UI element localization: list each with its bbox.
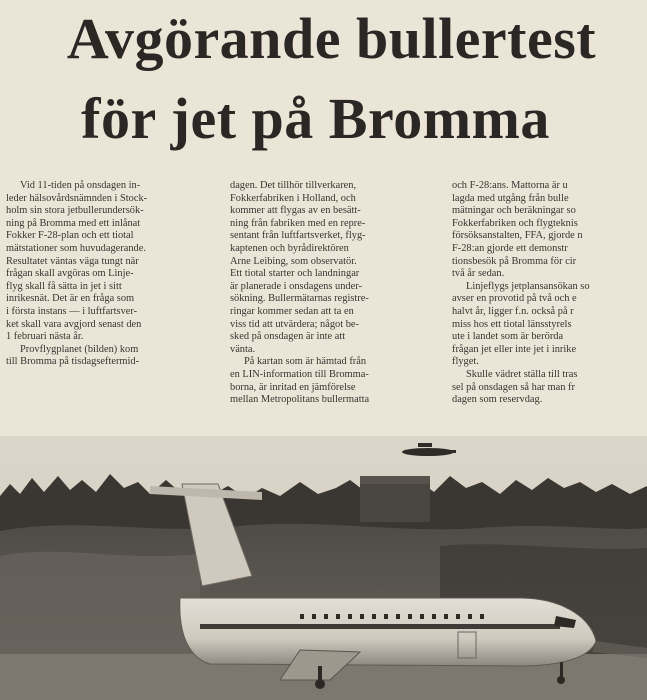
- article-line: ringar kommer sedan att ta en: [230, 305, 354, 317]
- article-column-3: [452, 180, 647, 407]
- article-line: Linjeflygs jetplansansökan so: [466, 280, 590, 292]
- article-line: en LIN-information till Bromma-: [230, 368, 369, 380]
- article-line: Vid 11-tiden på onsdagen in-: [20, 180, 141, 191]
- article-line: Ett tiotal starter och landningar: [230, 268, 360, 280]
- article-line: frågan skall avgöras om Linje-: [6, 268, 134, 280]
- article-line: är planerade i onsdagens under-: [230, 280, 362, 292]
- article-line: inrikesnät. Det är en fråga som: [6, 293, 135, 305]
- article-line: avser en provotid på två och e: [452, 293, 577, 305]
- article-line: ute i landet som är berörda: [452, 331, 564, 343]
- article-line: sel på onsdagen så har man fr: [452, 381, 575, 393]
- article-line: halvt år, ligger f.n. också på r: [452, 305, 574, 317]
- article-column-2: [230, 180, 438, 407]
- article-line: Provflygplanet (bilden) kom: [20, 343, 139, 355]
- article-line: mätningar och beräkningar so: [452, 205, 576, 217]
- article-line: flyg skall få sätta in jet i sitt: [6, 280, 122, 292]
- article-column-1: [6, 180, 214, 369]
- article-line: ning på Bromma med ett inlånat: [6, 217, 141, 229]
- article-line: holm sin stora jetbullerundersök-: [6, 205, 144, 217]
- article-line: i första instans — i luftfartsver-: [6, 305, 138, 317]
- aircraft-photo-illustration: [0, 436, 647, 700]
- article-line: sökning. Bullermätarnas registre-: [230, 293, 369, 305]
- article-line: lagda med utgång från bulle: [452, 192, 569, 204]
- article-line: miss hos ett tiotal länsstyrels: [452, 318, 572, 330]
- article-line: mellan Metropolitans bullermatta: [230, 394, 370, 406]
- article-line: till Bromma på tisdagseftermid-: [6, 356, 140, 368]
- article-line: frågan jet eller inte jet i inrike: [452, 343, 577, 355]
- article-line: viss tid att utvärdera; något be-: [230, 318, 359, 330]
- article-line: kaptenen och byrådirektören: [230, 242, 349, 254]
- article-line: På kartan som är hämtad från: [244, 356, 367, 368]
- article-line: Fokkerfabriken i Holland, och: [230, 192, 356, 204]
- article-line: borna, är inritad en jämförelse: [230, 381, 356, 393]
- building: [360, 482, 430, 522]
- article-line: ning från fabriken med en repre-: [230, 217, 366, 229]
- article-line: kommer att flygas av en besätt-: [230, 205, 361, 217]
- headline-line-2: för jet på Bromma: [81, 86, 550, 151]
- headline-line-1: Avgörande bullertest: [66, 6, 597, 71]
- article-line: Fokkerfabriken och flygteknis: [452, 217, 578, 229]
- article-line: dagen som reservdag.: [452, 394, 543, 406]
- article-line: sked på onsdagen är inte att: [230, 331, 346, 343]
- article-line: mätstationer som huvudagerande.: [6, 242, 146, 254]
- article-line: Arne Leibing, som observatör.: [230, 255, 357, 267]
- article-line: och F-28:ans. Mattorna är u: [452, 180, 568, 191]
- article-line: 1 februari nästa år.: [6, 331, 84, 343]
- article-line: tionsbesök på Bromma för cir: [452, 255, 577, 267]
- article-line: sentant från luftfartsverket, flyg-: [230, 230, 366, 242]
- article-line: leder hälsovårdsnämnden i Stock-: [6, 192, 148, 204]
- article-line: försöksanstalten, FFA, gjorde n: [452, 230, 583, 242]
- news-photo-aircraft: [0, 436, 647, 700]
- article-line: Fokker F-28-plan och ett tiotal: [6, 230, 134, 242]
- article-line: ket skall vara avgjord senast den: [6, 318, 142, 330]
- article-line: F-28:an gjorde ett demonstr: [452, 242, 568, 254]
- article-line: dagen. Det tillhör tillverkaren,: [230, 180, 357, 191]
- article-line: två år sedan.: [452, 268, 505, 280]
- article-line: Resultatet väntas väga tungt när: [6, 255, 139, 267]
- article-line: vänta.: [230, 343, 256, 355]
- article-line: flyget.: [452, 356, 479, 368]
- article-line: Skulle vädret ställa till tras: [466, 368, 578, 380]
